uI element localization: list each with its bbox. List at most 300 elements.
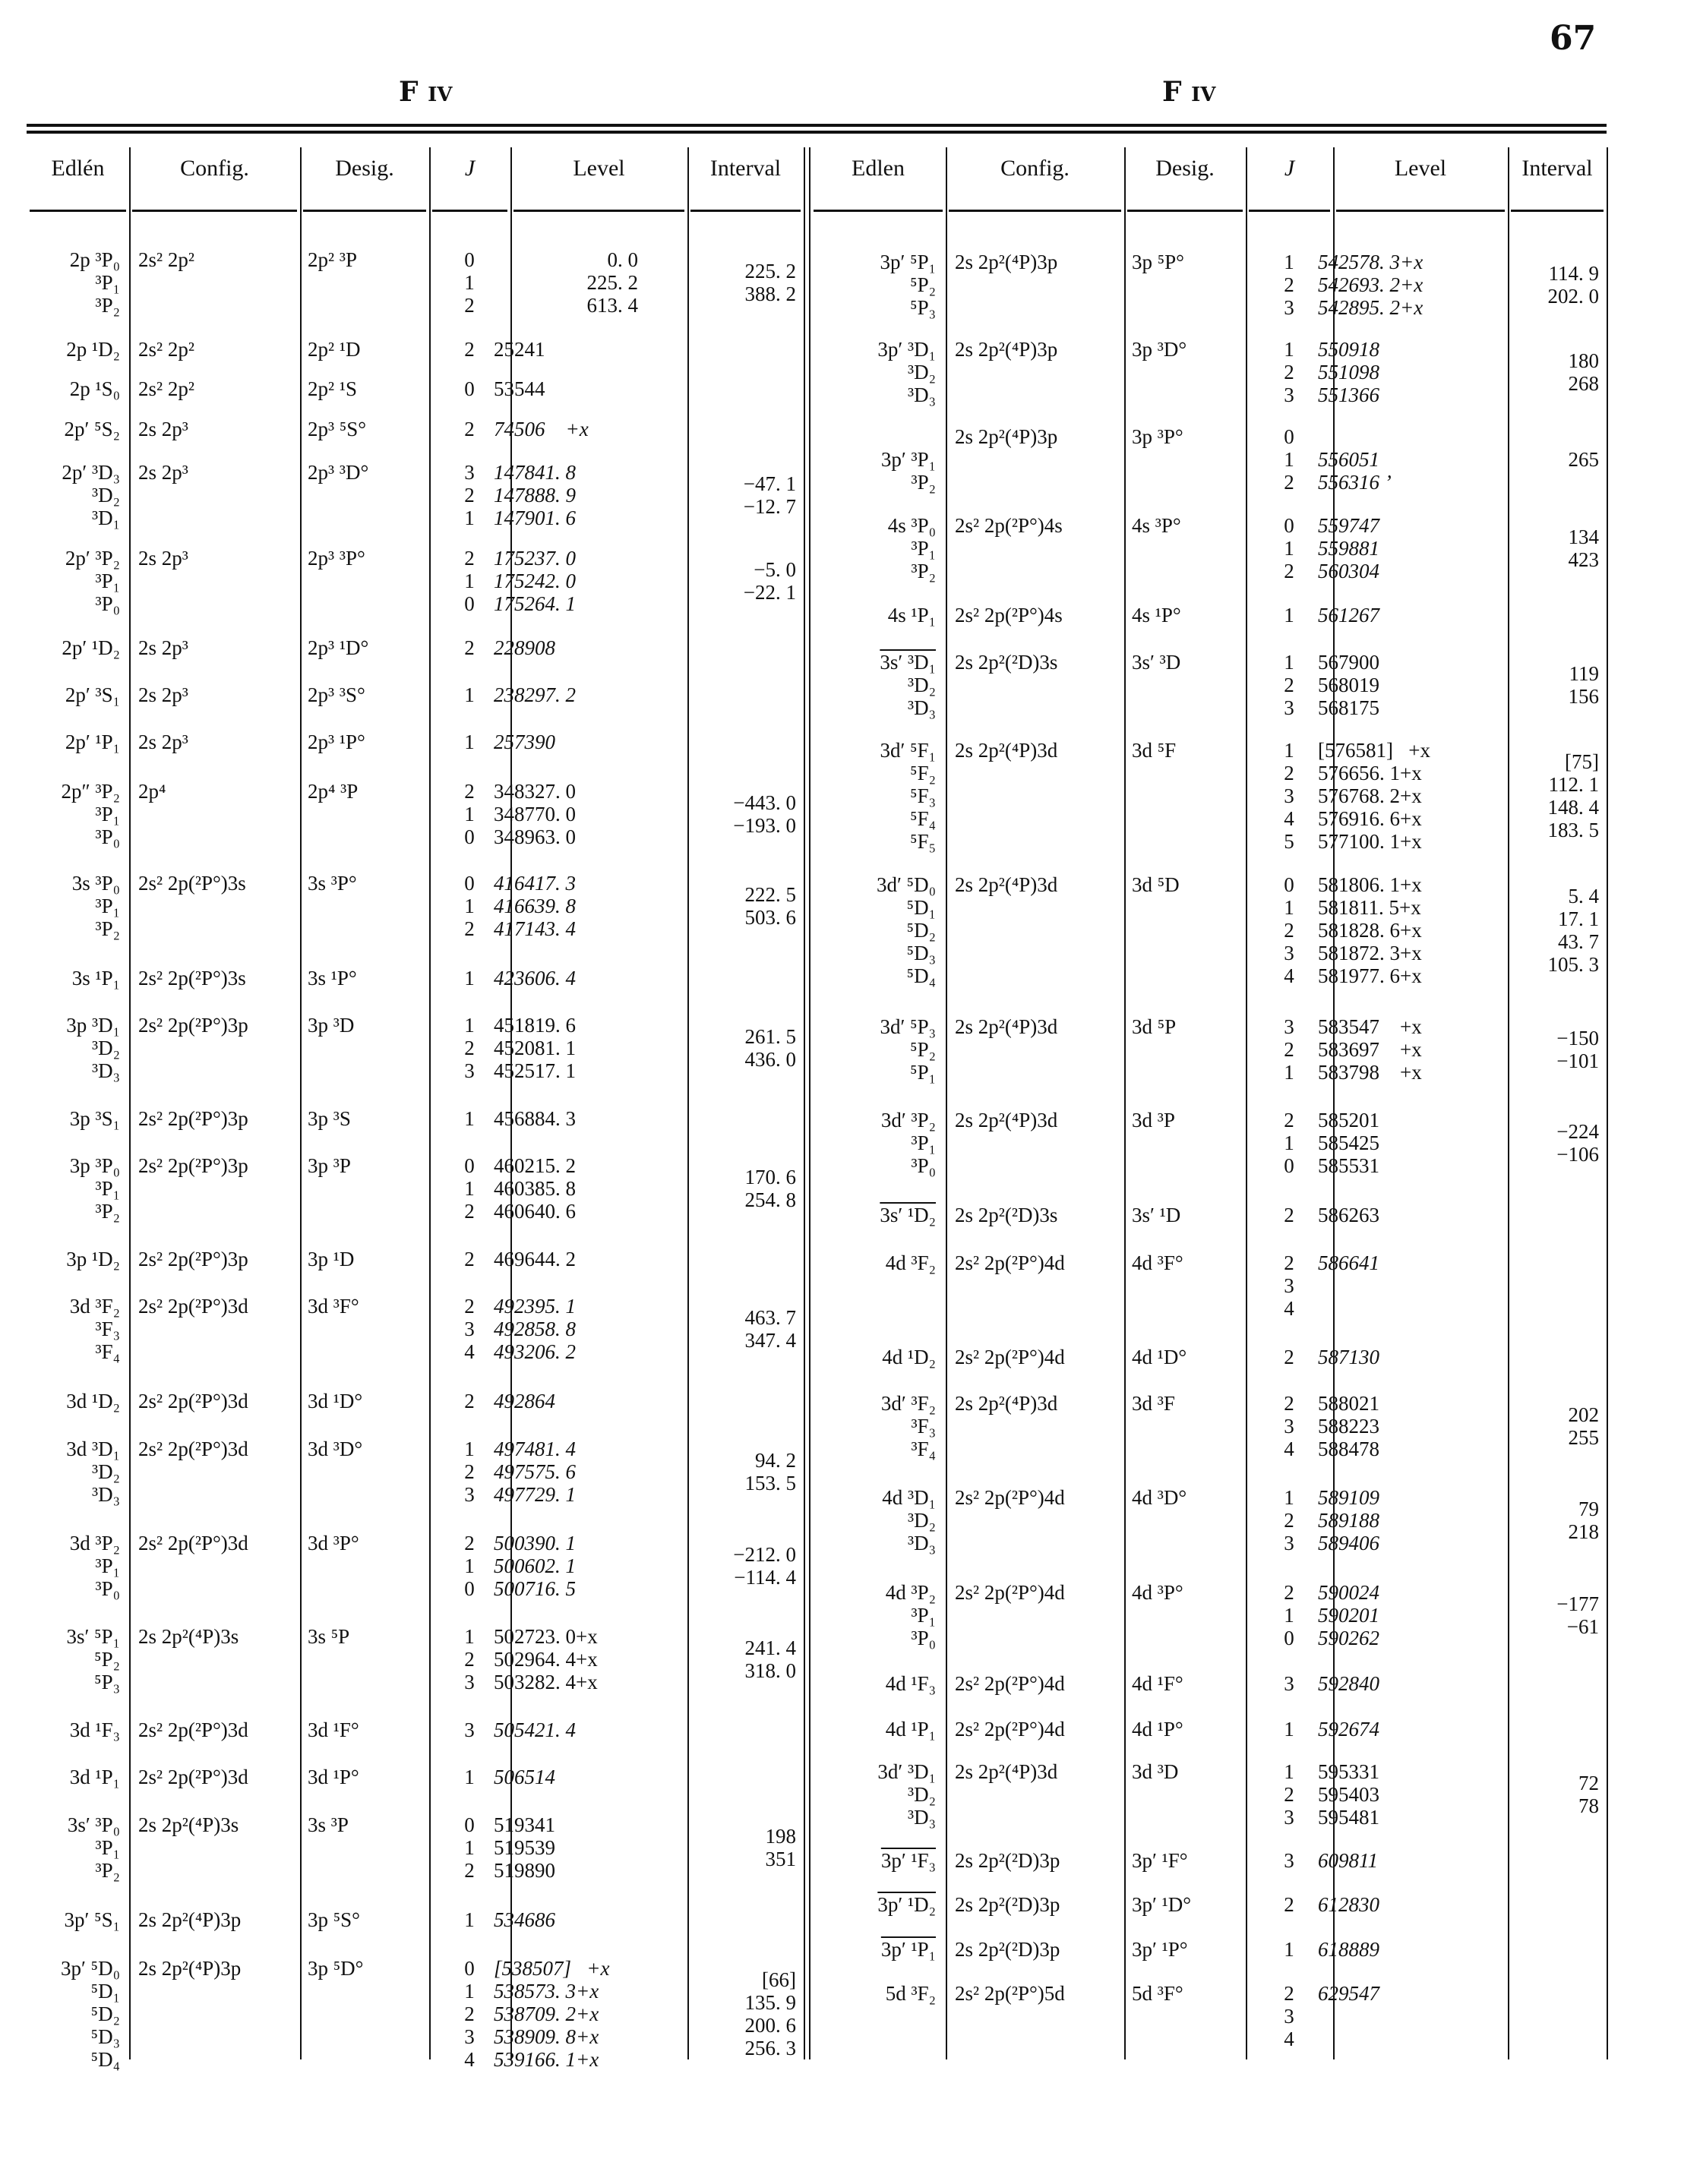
edlen-designation: ³P₂ (95, 1859, 120, 1882)
term-designation: 4d ³F° (1132, 1251, 1183, 1274)
level-value: 492858. 8 (494, 1318, 576, 1340)
term-designation: 3d ¹F° (308, 1718, 359, 1741)
j-value: 2 (464, 2003, 475, 2025)
j-value: 1 (1284, 604, 1294, 626)
edlen-designation: ⁵D₃ (90, 2025, 120, 2048)
edlen-designation: 3d ³D₁ (66, 1438, 120, 1460)
j-value: 3 (1284, 1806, 1294, 1829)
interval-value: 202 (1568, 1403, 1599, 1426)
interval-value: 463. 7 (744, 1306, 796, 1329)
header-rule (814, 210, 943, 212)
level-value: 519341 (494, 1813, 555, 1836)
interval-value: 265 (1568, 448, 1599, 471)
edlen-designation: 3s′ ³D₁ (880, 651, 936, 674)
header-rule (432, 210, 507, 212)
level-value: 551098 (1318, 361, 1379, 383)
j-value: 1 (464, 1980, 475, 2003)
level-value: 492864 (494, 1390, 555, 1412)
configuration: 2s 2p²(⁴P)3s (138, 1813, 239, 1836)
configuration: 2s 2p²(²D)3p (955, 1893, 1060, 1916)
interval-value: −150 (1556, 1027, 1599, 1049)
edlen-designation: ⁵P₃ (94, 1671, 120, 1693)
edlen-designation: 3d′ ⁵F₁ (880, 739, 936, 762)
edlen-designation: ³P₀ (95, 825, 120, 848)
edlen-designation: ³P₁ (911, 1131, 936, 1154)
j-value: 3 (1284, 1015, 1294, 1038)
header-interval: Interval (709, 156, 782, 181)
edlen-designation: 5d ³F₂ (885, 1982, 936, 2005)
edlen-designation: ⁵D₃ (906, 942, 936, 964)
edlen-designation: 2p ¹D₂ (66, 338, 120, 361)
interval-value: 156 (1568, 685, 1599, 708)
level-value: 492395. 1 (494, 1295, 576, 1318)
edlen-designation: ³P₂ (95, 917, 120, 940)
level-value: 560304 (1318, 560, 1379, 582)
level-value: 568019 (1318, 674, 1379, 696)
term-designation: 2p³ ³P° (308, 547, 365, 570)
level-value: 506514 (494, 1766, 555, 1788)
j-value: 1 (464, 895, 475, 917)
header-rule (1336, 210, 1505, 212)
header-rule (690, 210, 801, 212)
j-value: 4 (1284, 964, 1294, 987)
interval-value: −12. 7 (743, 495, 796, 518)
edlen-designation: 3d′ ³D₁ (877, 1760, 936, 1783)
term-designation: 4d ¹P° (1132, 1718, 1183, 1741)
level-value: [576581] +x (1318, 739, 1430, 762)
term-designation: 2p² ³P (308, 248, 357, 271)
edlen-designation: ⁵D₁ (90, 1980, 120, 2003)
interval-value: 261. 5 (744, 1025, 796, 1048)
term-designation: 4d ¹D° (1132, 1346, 1187, 1368)
interval-value: −443. 0 (733, 791, 796, 814)
edlen-designation: ³P₁ (95, 271, 120, 294)
level-value: 460215. 2 (494, 1154, 576, 1177)
edlen-designation: ³P₀ (911, 1154, 936, 1177)
edlen-designation: ³D₃ (907, 383, 936, 406)
column-divider (1246, 147, 1247, 2059)
edlen-designation: ³D₃ (91, 1059, 120, 1082)
edlen-designation: ³D₂ (907, 1509, 936, 1532)
level-value: 348770. 0 (494, 803, 576, 825)
edlen-designation: ³P₀ (911, 1627, 936, 1649)
edlen-designation: ³P₁ (95, 803, 120, 825)
level-value: 568175 (1318, 696, 1379, 719)
j-value: 2 (464, 1532, 475, 1554)
level-value: 577100. 1+x (1318, 830, 1422, 853)
column-divider (129, 147, 131, 2059)
term-designation: 3p ³D° (1132, 338, 1187, 361)
edlen-designation: ⁵P₂ (910, 1038, 936, 1061)
j-value: 3 (1284, 1274, 1294, 1297)
header-rule (1127, 210, 1243, 212)
edlen-designation: ⁵F₄ (910, 807, 936, 830)
j-value: 1 (464, 1836, 475, 1859)
j-value: 1 (1284, 1938, 1294, 1961)
j-value: 2 (464, 1248, 475, 1270)
edlen-designation: 3p′ ⁵D₀ (61, 1957, 120, 1980)
interval-value: 255 (1568, 1426, 1599, 1449)
level-value: 493206. 2 (494, 1340, 576, 1363)
j-value: 3 (464, 461, 475, 484)
j-value: 2 (1284, 1204, 1294, 1226)
edlen-designation: ⁵D₂ (906, 919, 936, 942)
title-right (1162, 76, 1215, 108)
level-value: 550918 (1318, 338, 1379, 361)
term-designation: 4d ³D° (1132, 1486, 1187, 1509)
level-value: 53544 (494, 377, 545, 400)
interval-value: −5. 0 (754, 558, 796, 581)
j-value: 1 (464, 1908, 475, 1931)
configuration: 2s 2p²(⁴P)3d (955, 739, 1058, 762)
edlen-designation: 3p ³P₀ (69, 1154, 120, 1177)
interval-value: 94. 2 (755, 1449, 796, 1472)
level-value: 497729. 1 (494, 1483, 576, 1506)
interval-value: 135. 9 (744, 1991, 796, 2014)
configuration: 2s 2p²(⁴P)3d (955, 873, 1058, 896)
edlen-designation: ³F₄ (95, 1340, 120, 1363)
level-value: 147841. 8 (494, 461, 576, 484)
interval-value: 318. 0 (744, 1659, 796, 1682)
header-j: J (464, 156, 476, 181)
term-designation: 3d ³F° (308, 1295, 359, 1318)
interval-value: 218 (1568, 1520, 1599, 1543)
term-designation: 3p ⁵P° (1132, 251, 1184, 273)
level-value: 588223 (1318, 1415, 1379, 1438)
j-value: 3 (464, 1318, 475, 1340)
term-designation: 4s ³P° (1132, 514, 1181, 537)
j-value: 2 (1284, 1893, 1294, 1916)
configuration: 2s² 2p(²P°)4s (955, 604, 1063, 626)
title-ion-stage: IV (1191, 84, 1216, 106)
level-value: 585425 (1318, 1131, 1379, 1154)
configuration: 2s² 2p(²P°)4d (955, 1672, 1065, 1695)
column-divider (1607, 147, 1608, 2059)
j-value: 0 (464, 1577, 475, 1600)
term-designation: 3p′ ¹D° (1132, 1893, 1192, 1916)
j-value: 4 (464, 2048, 475, 2071)
j-value: 4 (1284, 1297, 1294, 1320)
level-value: 497481. 4 (494, 1438, 576, 1460)
edlen-designation: 3p′ ³D₁ (877, 338, 936, 361)
j-value: 1 (464, 570, 475, 592)
configuration: 2s² 2p(²P°)4d (955, 1251, 1065, 1274)
j-value: 1 (464, 731, 475, 753)
term-designation: 3s ³P° (308, 872, 357, 895)
edlen-designation: 4d ¹F₃ (885, 1672, 936, 1695)
j-value: 2 (1284, 1783, 1294, 1806)
level-value: 0. 0 (607, 248, 638, 271)
interval-value: −193. 0 (733, 814, 796, 837)
j-value: 2 (1284, 1109, 1294, 1131)
level-value: 559747 (1318, 514, 1379, 537)
j-value: 2 (464, 418, 475, 440)
j-value: 1 (464, 967, 475, 989)
level-value: 451819. 6 (494, 1014, 576, 1037)
configuration: 2s² 2p(²P°)3d (138, 1295, 248, 1318)
level-value: 595403 (1318, 1783, 1379, 1806)
level-value: 502964. 4+x (494, 1648, 598, 1671)
title-left (399, 76, 452, 108)
j-value: 0 (1284, 1627, 1294, 1649)
j-value: 0 (1284, 514, 1294, 537)
edlen-designation: 3d ¹F₃ (69, 1718, 120, 1741)
configuration: 2s² 2p(²P°)4s (955, 514, 1063, 537)
edlen-designation: 2p′ ³P₂ (65, 547, 120, 570)
level-value: 238297. 2 (494, 683, 576, 706)
interval-value: −114. 4 (734, 1566, 796, 1589)
term-designation: 3d ³F (1132, 1392, 1175, 1415)
edlen-designation: 3s′ ³P₀ (67, 1813, 120, 1836)
level-value: 74506 +x (494, 418, 589, 440)
j-value: 2 (464, 338, 475, 361)
j-value: 2 (464, 1200, 475, 1223)
interval-value: 153. 5 (744, 1472, 796, 1494)
interval-value: −61 (1566, 1615, 1599, 1638)
term-designation: 3p′ ¹F° (1132, 1849, 1188, 1872)
edlen-designation: ³F₃ (95, 1318, 120, 1340)
level-value: 586641 (1318, 1251, 1379, 1274)
j-value: 2 (1284, 273, 1294, 296)
interval-value: −212. 0 (733, 1543, 796, 1566)
header-rule (1511, 210, 1604, 212)
edlen-designation: ⁵D₂ (90, 2003, 120, 2025)
j-value: 2 (464, 917, 475, 940)
configuration: 2s² 2p(²P°)3d (138, 1718, 248, 1741)
level-value: 228908 (494, 636, 555, 659)
level-value: 147888. 9 (494, 484, 576, 507)
edlen-designation: ³D₂ (907, 1783, 936, 1806)
level-value: 589109 (1318, 1486, 1379, 1509)
j-value: 4 (464, 1340, 475, 1363)
term-designation: 5d ³F° (1132, 1982, 1183, 2005)
configuration: 2s 2p²(²D)3s (955, 651, 1058, 674)
edlen-designation: ⁵F₂ (910, 762, 936, 784)
edlen-designation: ³P₂ (95, 294, 120, 317)
j-value: 1 (464, 1014, 475, 1037)
edlen-designation: 3d′ ⁵D₀ (877, 873, 936, 896)
top-rule-2 (27, 131, 1607, 134)
header-desig: Desig. (1155, 156, 1215, 181)
edlen-designation: 2p′ ¹D₂ (62, 636, 120, 659)
configuration: 2s 2p²(⁴P)3p (138, 1908, 242, 1931)
configuration: 2s² 2p(²P°)4d (955, 1486, 1065, 1509)
title-element: F (1162, 76, 1182, 108)
j-value: 0 (1284, 873, 1294, 896)
level-value: 452517. 1 (494, 1059, 576, 1082)
level-value: 609811 (1318, 1849, 1378, 1872)
term-designation: 3d ³D° (308, 1438, 363, 1460)
j-value: 3 (1284, 1532, 1294, 1554)
term-designation: 3p′ ¹P° (1132, 1938, 1188, 1961)
header-edlen: Edlen (852, 156, 905, 181)
j-value: 2 (1284, 1392, 1294, 1415)
term-designation: 3d ⁵F (1132, 739, 1177, 762)
j-value: 2 (1284, 1038, 1294, 1061)
level-value: 452081. 1 (494, 1037, 576, 1059)
configuration: 2s² 2p(²P°)3p (138, 1154, 248, 1177)
header-rule (1249, 210, 1330, 212)
configuration: 2s² 2p(²P°)3d (138, 1438, 248, 1460)
interval-value: 198 (765, 1825, 796, 1848)
term-designation: 3p ¹D (308, 1248, 355, 1270)
header-desig: Desig. (335, 156, 394, 181)
edlen-designation: ³D₂ (91, 1037, 120, 1059)
configuration: 2s² 2p² (138, 377, 194, 400)
term-designation: 3d ⁵D (1132, 873, 1180, 896)
term-designation: 4d ³P° (1132, 1581, 1183, 1604)
level-value: 417143. 4 (494, 917, 576, 940)
j-value: 0 (1284, 425, 1294, 448)
title-ion-stage: IV (428, 84, 453, 106)
j-value: 2 (464, 636, 475, 659)
configuration: 2s 2p²(⁴P)3p (955, 338, 1058, 361)
edlen-designation: ³P₁ (911, 1604, 936, 1627)
configuration: 2s 2p²(⁴P)3d (955, 1392, 1058, 1415)
j-value: 3 (464, 1483, 475, 1506)
edlen-designation: 3d ¹P₁ (69, 1766, 120, 1788)
term-designation: 4s ¹P° (1132, 604, 1181, 626)
edlen-designation: 3p′ ⁵S₁ (64, 1908, 120, 1931)
interval-value: 5. 4 (1568, 885, 1599, 907)
j-value: 3 (1284, 1415, 1294, 1438)
column-divider (946, 147, 947, 2059)
page-number: 67 (1550, 19, 1597, 58)
interval-value: 436. 0 (744, 1048, 796, 1071)
level-value: 590024 (1318, 1581, 1379, 1604)
j-value: 1 (464, 1625, 475, 1648)
j-value: 0 (464, 1813, 475, 1836)
interval-value: 256. 3 (744, 2037, 796, 2059)
term-designation: 3s ³P (308, 1813, 349, 1836)
interval-value: 105. 3 (1547, 953, 1599, 976)
edlen-designation: 3s ³P₀ (71, 872, 120, 895)
configuration: 2s² 2p(²P°)3p (138, 1014, 248, 1037)
header-edlen: Edlén (51, 156, 105, 181)
term-designation: 2p³ ⁵S° (308, 418, 367, 440)
j-value: 1 (464, 1107, 475, 1130)
interval-value: 254. 8 (744, 1188, 796, 1211)
j-value: 0 (1284, 1154, 1294, 1177)
edlen-designation: ³F₄ (911, 1438, 936, 1460)
j-value: 1 (464, 803, 475, 825)
edlen-designation: ⁵P₃ (910, 296, 936, 319)
header-j: J (1284, 156, 1295, 181)
configuration: 2s 2p²(²D)3p (955, 1849, 1060, 1872)
level-value: 257390 (494, 731, 555, 753)
edlen-designation: ³P₀ (95, 592, 120, 615)
level-value: 613. 4 (586, 294, 638, 317)
term-designation: 3d ³D (1132, 1760, 1179, 1783)
level-value: 460640. 6 (494, 1200, 576, 1223)
header-config: Config. (1000, 156, 1070, 181)
level-value: 581806. 1+x (1318, 873, 1422, 896)
configuration: 2s 2p²(⁴P)3d (955, 1109, 1058, 1131)
j-value: 1 (464, 1766, 475, 1788)
interval-value: [66] (762, 1968, 796, 1991)
interval-value: 423 (1568, 548, 1599, 571)
level-value: 581977. 6+x (1318, 964, 1422, 987)
edlen-designation: ³D₃ (907, 696, 936, 719)
level-value: 589188 (1318, 1509, 1379, 1532)
j-value: 2 (464, 547, 475, 570)
j-value: 1 (1284, 1131, 1294, 1154)
edlen-designation: ³D₂ (91, 484, 120, 507)
edlen-designation: ³P₁ (95, 1554, 120, 1577)
j-value: 3 (464, 1059, 475, 1082)
level-value: 585531 (1318, 1154, 1379, 1177)
level-value: 592840 (1318, 1672, 1379, 1695)
term-designation: 3d ⁵P (1132, 1015, 1177, 1038)
edlen-designation: ³P₂ (95, 1200, 120, 1223)
edlen-designation: 2p′ ⁵S₂ (64, 418, 120, 440)
interval-value: 347. 4 (744, 1329, 796, 1352)
edlen-designation: 3p′ ⁵P₁ (880, 251, 936, 273)
j-value: 2 (464, 1460, 475, 1483)
level-value: 559881 (1318, 537, 1379, 560)
interval-value: 134 (1568, 525, 1599, 548)
term-designation: 3d ¹D° (308, 1390, 363, 1412)
interval-value: −22. 1 (743, 581, 796, 604)
edlen-designation: 3d′ ⁵P₃ (880, 1015, 936, 1038)
edlen-designation: ⁵P₂ (910, 273, 936, 296)
j-value: 0 (464, 248, 475, 271)
term-designation: 3p ³P° (1132, 425, 1183, 448)
j-value: 0 (464, 825, 475, 848)
term-designation: 2p³ ³D° (308, 461, 369, 484)
edlen-designation: ³P₁ (95, 1177, 120, 1200)
j-value: 2 (1284, 1982, 1294, 2005)
level-value: 500602. 1 (494, 1554, 576, 1577)
edlen-designation: ⁵P₂ (94, 1648, 120, 1671)
configuration: 2s 2p²(⁴P)3p (955, 251, 1058, 273)
term-designation: 3s′ ³D (1132, 651, 1181, 674)
j-value: 2 (1284, 1581, 1294, 1604)
j-value: 0 (464, 1957, 475, 1980)
interval-value: 222. 5 (744, 883, 796, 906)
level-value: 519539 (494, 1836, 555, 1859)
interval-value: 17. 1 (1558, 907, 1599, 930)
j-value: 3 (464, 1718, 475, 1741)
interval-value: −224 (1556, 1120, 1599, 1143)
interval-value: 268 (1568, 372, 1599, 395)
level-value: 583798 +x (1318, 1061, 1422, 1084)
edlen-designation: 4d ³P₂ (885, 1581, 936, 1604)
level-value: 416639. 8 (494, 895, 576, 917)
configuration: 2s 2p²(⁴P)3p (955, 425, 1058, 448)
j-value: 1 (1284, 1760, 1294, 1783)
interval-value: 114. 9 (1548, 262, 1599, 285)
level-value: 538709. 2+x (494, 2003, 599, 2025)
edlen-designation: 3d′ ³P₂ (880, 1109, 936, 1131)
level-value: 595331 (1318, 1760, 1379, 1783)
term-designation: 3p ³D (308, 1014, 355, 1037)
level-value: 542578. 3+x (1318, 251, 1423, 273)
configuration: 2s² 2p(²P°)4d (955, 1718, 1065, 1741)
configuration: 2s 2p²(²D)3p (955, 1938, 1060, 1961)
level-value: 587130 (1318, 1346, 1379, 1368)
j-value: 2 (464, 294, 475, 317)
j-value: 2 (1284, 560, 1294, 582)
term-designation: 3s ¹P° (308, 967, 357, 989)
edlen-designation: 3s′ ⁵P₁ (66, 1625, 120, 1648)
edlen-designation: ³F₃ (911, 1415, 936, 1438)
j-value: 2 (1284, 919, 1294, 942)
j-value: 0 (464, 592, 475, 615)
edlen-designation: 4d ¹D₂ (882, 1346, 936, 1368)
j-value: 0 (464, 872, 475, 895)
level-value: 175242. 0 (494, 570, 576, 592)
